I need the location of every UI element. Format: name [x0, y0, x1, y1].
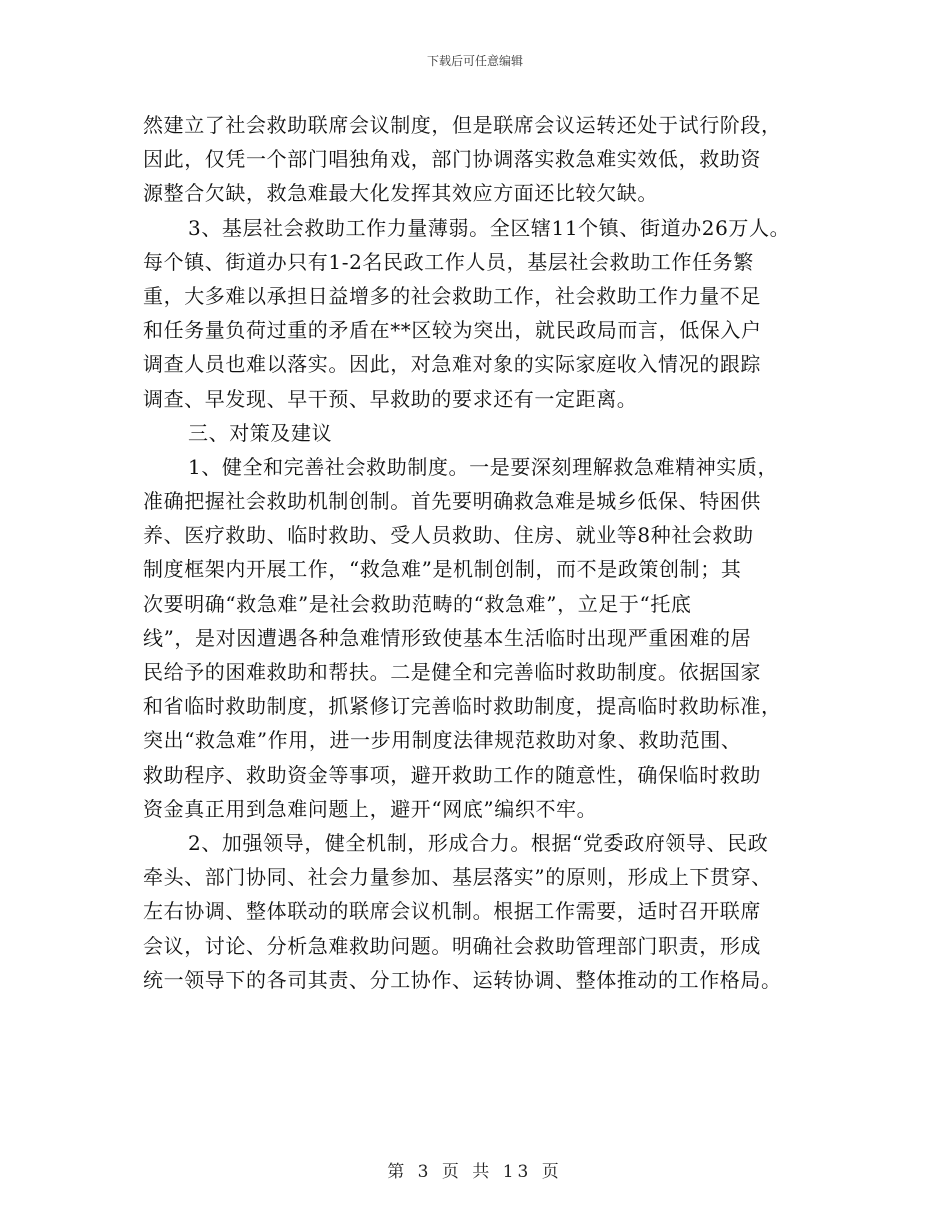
- paragraph-first-line: 1、健全和完善社会救助制度。一是要深刻理解救急难精神实质，: [188, 454, 779, 479]
- text-line: 养、医疗救助、临时救助、受人员救助、住房、就业等8种社会救助: [143, 523, 754, 548]
- text-line: 制度框架内开展工作，“救急难”是机制创制，而不是政策创制；其: [143, 557, 742, 582]
- paragraph-first-line: 3、基层社会救助工作力量薄弱。全区辖11个镇、街道办26万人。: [188, 215, 791, 240]
- text-line: 牵头、部门协同、社会力量参加、基层落实”的原则，形成上下贯穿、: [143, 865, 772, 890]
- text-line: 源整合欠缺，救急难最大化发挥其效应方面还比较欠缺。: [143, 181, 658, 206]
- text-line: 每个镇、街道办只有1-2名民政工作人员，基层社会救助工作任务繁: [143, 249, 754, 274]
- text-line: 调查人员也难以落实。因此，对急难对象的实际家庭收入情况的跟踪: [143, 352, 761, 377]
- text-line: 突出“救急难”作用，进一步用制度法律规范救助对象、救助范围、: [143, 728, 742, 753]
- text-line: 然建立了社会救助联席会议制度，但是联席会议运转还处于试行阶段，: [143, 113, 782, 137]
- text-line: 统一领导下的各司其责、分工协作、运转协调、整体推动的工作格局。: [143, 967, 782, 992]
- text-line: 救助程序、救助资金等事项，避开救助工作的随意性，确保临时救助: [143, 762, 761, 787]
- text-line: 调查、早发现、早干预、早救助的要求还有一定距离。: [143, 386, 638, 411]
- text-line: 准确把握社会救助机制创制。首先要明确救急难是城乡低保、特困供: [143, 489, 761, 514]
- paragraph-first-line: 三、对策及建议: [188, 420, 333, 445]
- text-line: 线”，是对因遭遇各种急难情形致使基本生活临时出现严重困难的居: [143, 625, 752, 650]
- text-line: 民给予的困难救助和帮扶。二是健全和完善临时救助制度。依据国家: [143, 660, 761, 684]
- text-line: 左右协调、整体联动的联席会议机制。根据工作需要，适时召开联席: [143, 899, 761, 924]
- text-line: 会议，讨论、分析急难救助问题。明确社会救助管理部门职责，形成: [143, 933, 761, 958]
- page-footer: 第 3 页 共 13 页: [387, 1162, 563, 1182]
- document-body: [143, 108, 813, 997]
- page-header: 下载后可任意编辑: [426, 54, 523, 68]
- text-line: 次要明确“救急难”是社会救助范畴的“救急难”，立足于“托底: [143, 591, 692, 616]
- text-line: 因此，仅凭一个部门唱独角戏，部门协调落实救急难实效低，救助资: [143, 147, 761, 172]
- text-line: 资金真正用到急难问题上，避开“网底”编织不牢。: [143, 796, 598, 821]
- text-line: 和省临时救助制度，抓紧修订完善临时救助制度，提高临时救助标准，: [143, 694, 782, 719]
- paragraph-first-line: 2、加强领导，健全机制，形成合力。根据“党委政府领导、民政: [188, 830, 769, 855]
- text-line: 重，大多难以承担日益增多的社会救助工作，社会救助工作力量不足: [143, 283, 761, 308]
- text-line: 和任务量负荷过重的矛盾在**区较为突出，就民政局而言，低保入户: [143, 318, 762, 343]
